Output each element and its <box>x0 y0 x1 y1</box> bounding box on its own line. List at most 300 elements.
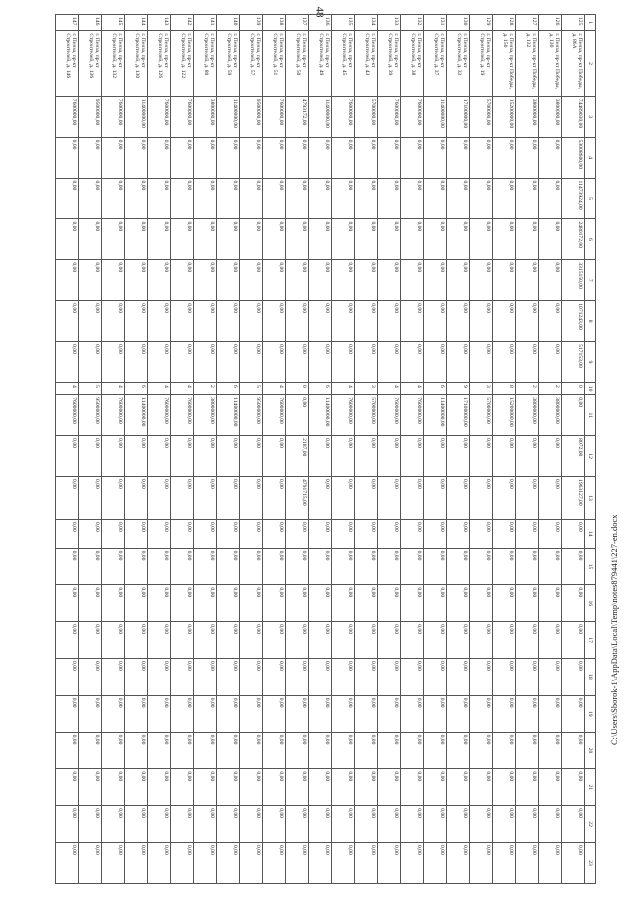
value-cell: 0,00 <box>401 548 424 585</box>
value-cell: 0,00 <box>447 301 470 342</box>
header-cell: 20 <box>585 732 596 769</box>
value-cell: 0,00 <box>378 695 401 732</box>
table-row <box>148 15 171 884</box>
address-cell: г. Пенза, пр-кт Строителей, д. 38 <box>401 31 424 96</box>
value-cell: 0,00 <box>79 477 102 520</box>
value-cell: 0,00 <box>493 806 516 843</box>
value-cell: 0,00 <box>263 301 286 342</box>
header-cell: 10 <box>585 383 596 395</box>
value-cell: 7600000,00 <box>102 96 125 137</box>
value-cell: 0,00 <box>286 695 309 732</box>
value-cell: 0,00 <box>539 178 562 219</box>
value-cell: 0,00 <box>539 137 562 178</box>
value-cell: 0,00 <box>424 769 447 806</box>
value-cell: 0,00 <box>332 695 355 732</box>
row-number-cell: 136 <box>309 15 332 31</box>
value-cell: 0,00 <box>263 260 286 301</box>
value-cell: 0,00 <box>470 622 493 659</box>
value-cell: 0,00 <box>79 178 102 219</box>
value-cell: 0,00 <box>171 137 194 178</box>
value-cell: 0,00 <box>539 342 562 383</box>
value-cell: 0,00 <box>539 548 562 585</box>
value-cell: 0,00 <box>148 769 171 806</box>
header-cell: 19 <box>585 695 596 732</box>
value-cell: 0,00 <box>171 301 194 342</box>
value-cell: 0,00 <box>102 178 125 219</box>
value-cell: 0,00 <box>309 842 332 883</box>
value-cell: 0,00 <box>470 842 493 883</box>
value-cell: 0,00 <box>309 548 332 585</box>
value-cell: 0,00 <box>263 436 286 477</box>
value-cell: 0,00 <box>102 477 125 520</box>
address-cell: г. Пенза, пр-кт Строителей, д. 39 <box>378 31 401 96</box>
table-row <box>171 15 194 884</box>
value-cell: 7600000,00 <box>171 96 194 137</box>
value-cell: 0,00 <box>148 732 171 769</box>
value-cell: 0,00 <box>148 585 171 622</box>
value-cell: 0,00 <box>447 436 470 477</box>
value-cell: 0,00 <box>102 622 125 659</box>
value-cell: 0,00 <box>309 260 332 301</box>
value-cell: 0,00 <box>401 732 424 769</box>
value-cell: 0,00 <box>194 477 217 520</box>
value-cell: 0,00 <box>401 519 424 548</box>
value-cell: 11400000,00 <box>424 395 447 436</box>
value-cell: 0,00 <box>447 769 470 806</box>
value-cell: 0,00 <box>171 260 194 301</box>
value-cell: 0,00 <box>79 695 102 732</box>
value-cell: 0,00 <box>79 260 102 301</box>
value-cell: 0,00 <box>56 548 79 585</box>
value-cell: 0 <box>562 383 585 395</box>
value-cell: 0,00 <box>309 732 332 769</box>
value-cell: 0,00 <box>470 260 493 301</box>
value-cell: 0,00 <box>56 842 79 883</box>
value-cell: 0,00 <box>125 769 148 806</box>
value-cell: 0,00 <box>539 301 562 342</box>
value-cell: 4 <box>56 383 79 395</box>
value-cell: 0,00 <box>171 477 194 520</box>
value-cell: 0,00 <box>355 436 378 477</box>
value-cell: 15200000,00 <box>493 395 516 436</box>
value-cell: 5 <box>240 383 263 395</box>
value-cell: 0,00 <box>263 137 286 178</box>
address-cell: г. Пенза, пр-кт Строителей, д. 33 <box>447 31 470 96</box>
value-cell: 0,00 <box>447 622 470 659</box>
value-cell: 0,00 <box>125 548 148 585</box>
value-cell: 3800000,00 <box>516 395 539 436</box>
value-cell: 0,00 <box>263 585 286 622</box>
value-cell: 0,00 <box>401 477 424 520</box>
value-cell: 0,00 <box>447 842 470 883</box>
value-cell: 7600000,00 <box>148 96 171 137</box>
value-cell: 0,00 <box>171 659 194 696</box>
value-cell: 0,00 <box>447 806 470 843</box>
value-cell: 0,00 <box>424 732 447 769</box>
value-cell: 17100000,00 <box>447 395 470 436</box>
value-cell: 0,00 <box>286 806 309 843</box>
value-cell: 0,00 <box>378 436 401 477</box>
value-cell: 0,00 <box>470 219 493 260</box>
table-row <box>194 15 217 884</box>
row-number-cell: 143 <box>148 15 171 31</box>
value-cell: 0,00 <box>56 260 79 301</box>
value-cell: 0,00 <box>516 260 539 301</box>
row-number-cell: 140 <box>217 15 240 31</box>
table-row <box>309 15 332 884</box>
value-cell: 0,00 <box>286 769 309 806</box>
value-cell: 0,00 <box>562 659 585 696</box>
value-cell: 0,00 <box>424 178 447 219</box>
table-row <box>217 15 240 884</box>
value-cell: 0,00 <box>355 548 378 585</box>
value-cell: 0,00 <box>79 842 102 883</box>
row-number-cell: 141 <box>194 15 217 31</box>
value-cell: 11400000,00 <box>309 395 332 436</box>
value-cell: 7600000,00 <box>148 395 171 436</box>
value-cell: 0,00 <box>56 622 79 659</box>
value-cell: 0,00 <box>309 178 332 219</box>
value-cell: 0,00 <box>401 436 424 477</box>
value-cell: 11400000,00 <box>125 395 148 436</box>
table-row <box>447 15 470 884</box>
value-cell: 0,00 <box>240 477 263 520</box>
value-cell: 7600000,00 <box>378 96 401 137</box>
value-cell: 0,00 <box>286 219 309 260</box>
value-cell: 517153,00 <box>562 342 585 383</box>
value-cell: 0,00 <box>309 477 332 520</box>
value-cell: 4793172,00 <box>286 96 309 137</box>
value-cell: 0,00 <box>102 695 125 732</box>
page-number: 48 <box>313 6 326 18</box>
value-cell: 0,00 <box>470 436 493 477</box>
value-cell: 3800000,00 <box>194 395 217 436</box>
value-cell: 0,00 <box>424 219 447 260</box>
header-row <box>585 15 596 884</box>
value-cell: 0,00 <box>194 842 217 883</box>
value-cell: 0,00 <box>539 622 562 659</box>
value-cell: 0,00 <box>332 548 355 585</box>
value-cell: 74489030,00 <box>562 96 585 137</box>
header-cell: 18 <box>585 659 596 696</box>
value-cell: 53008600,00 <box>562 137 585 178</box>
value-cell: 0,00 <box>194 769 217 806</box>
table-row <box>286 15 309 884</box>
value-cell: 0,00 <box>217 137 240 178</box>
value-cell: 0,00 <box>125 477 148 520</box>
data-table <box>55 14 596 884</box>
value-cell: 0,00 <box>171 342 194 383</box>
address-cell: г. Пенза, пр-кт Строителей, д. 146 <box>56 31 79 96</box>
value-cell: 0,00 <box>424 695 447 732</box>
value-cell: 2 <box>516 383 539 395</box>
value-cell: 4 <box>263 383 286 395</box>
value-cell: 0,00 <box>424 622 447 659</box>
header-cell: 15 <box>585 548 596 585</box>
value-cell: 0,00 <box>470 695 493 732</box>
value-cell: 0,00 <box>332 519 355 548</box>
value-cell: 0,00 <box>309 585 332 622</box>
value-cell: 0,00 <box>562 732 585 769</box>
value-cell: 0,00 <box>263 622 286 659</box>
value-cell: 0,00 <box>309 695 332 732</box>
value-cell: 0,00 <box>562 548 585 585</box>
value-cell: 0,00 <box>102 659 125 696</box>
value-cell: 3315150,00 <box>562 260 585 301</box>
value-cell: 2480172,00 <box>562 219 585 260</box>
address-cell: г. Пенза, пр-кт Строителей, д. 122 <box>171 31 194 96</box>
value-cell: 0,00 <box>240 769 263 806</box>
value-cell: 0,00 <box>171 622 194 659</box>
value-cell: 4 <box>332 383 355 395</box>
value-cell: 0,00 <box>493 219 516 260</box>
value-cell: 0,00 <box>470 732 493 769</box>
value-cell: 0,00 <box>516 732 539 769</box>
value-cell: 0,00 <box>79 436 102 477</box>
value-cell: 1963127,00 <box>562 477 585 520</box>
value-cell: 0,00 <box>102 219 125 260</box>
value-cell: 5700000,00 <box>470 96 493 137</box>
value-cell: 0,00 <box>125 219 148 260</box>
value-cell: 0,00 <box>470 659 493 696</box>
value-cell: 0,00 <box>102 585 125 622</box>
value-cell: 0,00 <box>56 301 79 342</box>
value-cell: 0,00 <box>125 732 148 769</box>
value-cell: 0,00 <box>401 137 424 178</box>
value-cell: 0,00 <box>332 436 355 477</box>
address-cell: г. Пенза, пр-кт Строителей, д. 19 <box>470 31 493 96</box>
value-cell: 3 <box>355 383 378 395</box>
value-cell: 0,00 <box>217 260 240 301</box>
row-number-cell: 142 <box>171 15 194 31</box>
value-cell: 0,00 <box>332 137 355 178</box>
value-cell: 0,00 <box>240 178 263 219</box>
value-cell: 0,00 <box>263 519 286 548</box>
value-cell: 0,00 <box>148 301 171 342</box>
value-cell: 0,00 <box>217 732 240 769</box>
value-cell: 0,00 <box>263 659 286 696</box>
row-number-cell: 133 <box>378 15 401 31</box>
value-cell: 0,00 <box>240 842 263 883</box>
address-cell: г. Пенза, пр-кт Строителей, д. 51 <box>263 31 286 96</box>
value-cell: 11400000,00 <box>217 96 240 137</box>
value-cell: 0,00 <box>309 659 332 696</box>
value-cell: 7600000,00 <box>56 395 79 436</box>
value-cell: 0,00 <box>355 301 378 342</box>
row-number-cell: 137 <box>286 15 309 31</box>
row-number-cell: 145 <box>102 15 125 31</box>
value-cell: 0,00 <box>217 519 240 548</box>
address-cell: г. Пенза, пр-кт Строителей, д. 45 <box>332 31 355 96</box>
row-number-cell: 128 <box>493 15 516 31</box>
value-cell: 0,00 <box>56 806 79 843</box>
value-cell: 4 <box>378 383 401 395</box>
row-number-cell: 127 <box>516 15 539 31</box>
value-cell: 0,00 <box>286 548 309 585</box>
header-cell: 11 <box>585 395 596 436</box>
value-cell: 0,00 <box>309 436 332 477</box>
address-cell: г. Пенза, пр-кт Строителей, д. 59 <box>217 31 240 96</box>
value-cell: 0,00 <box>79 622 102 659</box>
value-cell: 6 <box>424 383 447 395</box>
value-cell: 0,00 <box>240 732 263 769</box>
value-cell: 0,00 <box>470 342 493 383</box>
value-cell: 0,00 <box>263 342 286 383</box>
value-cell: 0,00 <box>148 695 171 732</box>
value-cell: 0,00 <box>171 842 194 883</box>
value-cell: 0,00 <box>424 260 447 301</box>
value-cell: 0,00 <box>148 137 171 178</box>
value-cell: 0,00 <box>217 548 240 585</box>
table-row <box>516 15 539 884</box>
value-cell: 0,00 <box>447 178 470 219</box>
value-cell: 0,00 <box>332 732 355 769</box>
value-cell: 0,00 <box>194 585 217 622</box>
value-cell: 0,00 <box>263 732 286 769</box>
value-cell: 0,00 <box>355 219 378 260</box>
value-cell: 0,00 <box>447 219 470 260</box>
value-cell: 0,00 <box>194 342 217 383</box>
value-cell: 0,00 <box>493 260 516 301</box>
value-cell: 0,00 <box>125 178 148 219</box>
value-cell: 4 <box>102 383 125 395</box>
value-cell: 0,00 <box>493 548 516 585</box>
value-cell: 0,00 <box>125 695 148 732</box>
value-cell: 0,00 <box>309 519 332 548</box>
value-cell: 0,00 <box>56 137 79 178</box>
value-cell: 0,00 <box>562 395 585 436</box>
row-number-cell: 126 <box>539 15 562 31</box>
address-cell: г. Пенза, пр-кт Строителей, д. 80 <box>194 31 217 96</box>
address-cell: г. Пенза, пр-кт Победы, д. 86А <box>562 31 585 96</box>
value-cell: 0,00 <box>56 769 79 806</box>
value-cell: 5700000,00 <box>470 395 493 436</box>
value-cell: 4 <box>148 383 171 395</box>
value-cell: 0,00 <box>470 477 493 520</box>
value-cell: 0,00 <box>493 695 516 732</box>
value-cell: 7600000,00 <box>401 395 424 436</box>
value-cell: 0,00 <box>355 806 378 843</box>
value-cell: 0,00 <box>424 659 447 696</box>
value-cell: 0,00 <box>217 477 240 520</box>
value-cell: 0,00 <box>286 260 309 301</box>
value-cell: 0,00 <box>194 219 217 260</box>
value-cell: 0,00 <box>332 342 355 383</box>
value-cell: 0,00 <box>332 659 355 696</box>
value-cell: 3800000,00 <box>539 395 562 436</box>
value-cell: 0,00 <box>79 769 102 806</box>
value-cell: 0,00 <box>355 732 378 769</box>
value-cell: 0,00 <box>171 732 194 769</box>
value-cell: 0,00 <box>355 695 378 732</box>
value-cell: 0,00 <box>470 301 493 342</box>
value-cell: 0,00 <box>378 178 401 219</box>
value-cell: 0,00 <box>217 769 240 806</box>
value-cell: 0,00 <box>378 585 401 622</box>
value-cell: 0,00 <box>401 659 424 696</box>
value-cell: 0,00 <box>56 477 79 520</box>
value-cell: 0,00 <box>125 137 148 178</box>
value-cell: 0,00 <box>171 219 194 260</box>
value-cell: 0,00 <box>309 769 332 806</box>
value-cell: 0,00 <box>424 548 447 585</box>
value-cell: 0,00 <box>516 842 539 883</box>
value-cell: 0,00 <box>102 769 125 806</box>
value-cell: 0,00 <box>148 548 171 585</box>
value-cell: 0,00 <box>56 342 79 383</box>
value-cell: 9500000,00 <box>79 395 102 436</box>
value-cell: 0,00 <box>217 178 240 219</box>
header-cell: 4 <box>585 137 596 178</box>
value-cell: 0,00 <box>194 301 217 342</box>
value-cell: 0,00 <box>263 806 286 843</box>
header-cell: 5 <box>585 178 596 219</box>
value-cell: 0,00 <box>332 769 355 806</box>
value-cell: 0,00 <box>102 519 125 548</box>
value-cell: 0,00 <box>539 695 562 732</box>
value-cell: 0,00 <box>401 842 424 883</box>
value-cell: 0,00 <box>56 436 79 477</box>
row-number-cell: 139 <box>240 15 263 31</box>
row-number-cell: 129 <box>470 15 493 31</box>
value-cell: 0,00 <box>286 137 309 178</box>
value-cell: 0,00 <box>424 436 447 477</box>
value-cell: 0,00 <box>148 659 171 696</box>
value-cell: 0,00 <box>194 806 217 843</box>
value-cell: 0,00 <box>401 301 424 342</box>
table-row <box>332 15 355 884</box>
value-cell: 0,00 <box>194 178 217 219</box>
value-cell: 0,00 <box>194 137 217 178</box>
value-cell: 0,00 <box>378 732 401 769</box>
value-cell: 0,00 <box>171 519 194 548</box>
value-cell: 0,00 <box>240 585 263 622</box>
value-cell: 0,00 <box>562 585 585 622</box>
value-cell: 0,00 <box>102 436 125 477</box>
row-number-cell: 144 <box>125 15 148 31</box>
value-cell: 0,00 <box>470 178 493 219</box>
row-number-cell: 146 <box>79 15 102 31</box>
value-cell: 0,00 <box>424 301 447 342</box>
value-cell: 0,00 <box>516 436 539 477</box>
value-cell: 0,00 <box>539 585 562 622</box>
value-cell: 0,00 <box>148 178 171 219</box>
header-cell: 17 <box>585 622 596 659</box>
value-cell: 0,00 <box>148 519 171 548</box>
value-cell: 0,00 <box>562 695 585 732</box>
table-row <box>263 15 286 884</box>
value-cell: 0,00 <box>194 659 217 696</box>
value-cell: 0,00 <box>447 137 470 178</box>
value-cell: 0,00 <box>217 695 240 732</box>
value-cell: 0,00 <box>240 301 263 342</box>
row-number-cell: 132 <box>401 15 424 31</box>
value-cell: 0,00 <box>263 769 286 806</box>
value-cell: 0,00 <box>378 622 401 659</box>
value-cell: 0,00 <box>125 585 148 622</box>
value-cell: 0,00 <box>401 622 424 659</box>
value-cell: 0,00 <box>217 342 240 383</box>
value-cell: 0,00 <box>378 260 401 301</box>
value-cell: 0,00 <box>240 436 263 477</box>
value-cell: 0,00 <box>447 659 470 696</box>
value-cell: 0,00 <box>355 842 378 883</box>
address-cell: г. Пенза, пр-кт Строителей, д. 126 <box>148 31 171 96</box>
value-cell: 0,00 <box>378 137 401 178</box>
table-row <box>79 15 102 884</box>
value-cell: 0,00 <box>447 477 470 520</box>
value-cell: 0,00 <box>378 477 401 520</box>
